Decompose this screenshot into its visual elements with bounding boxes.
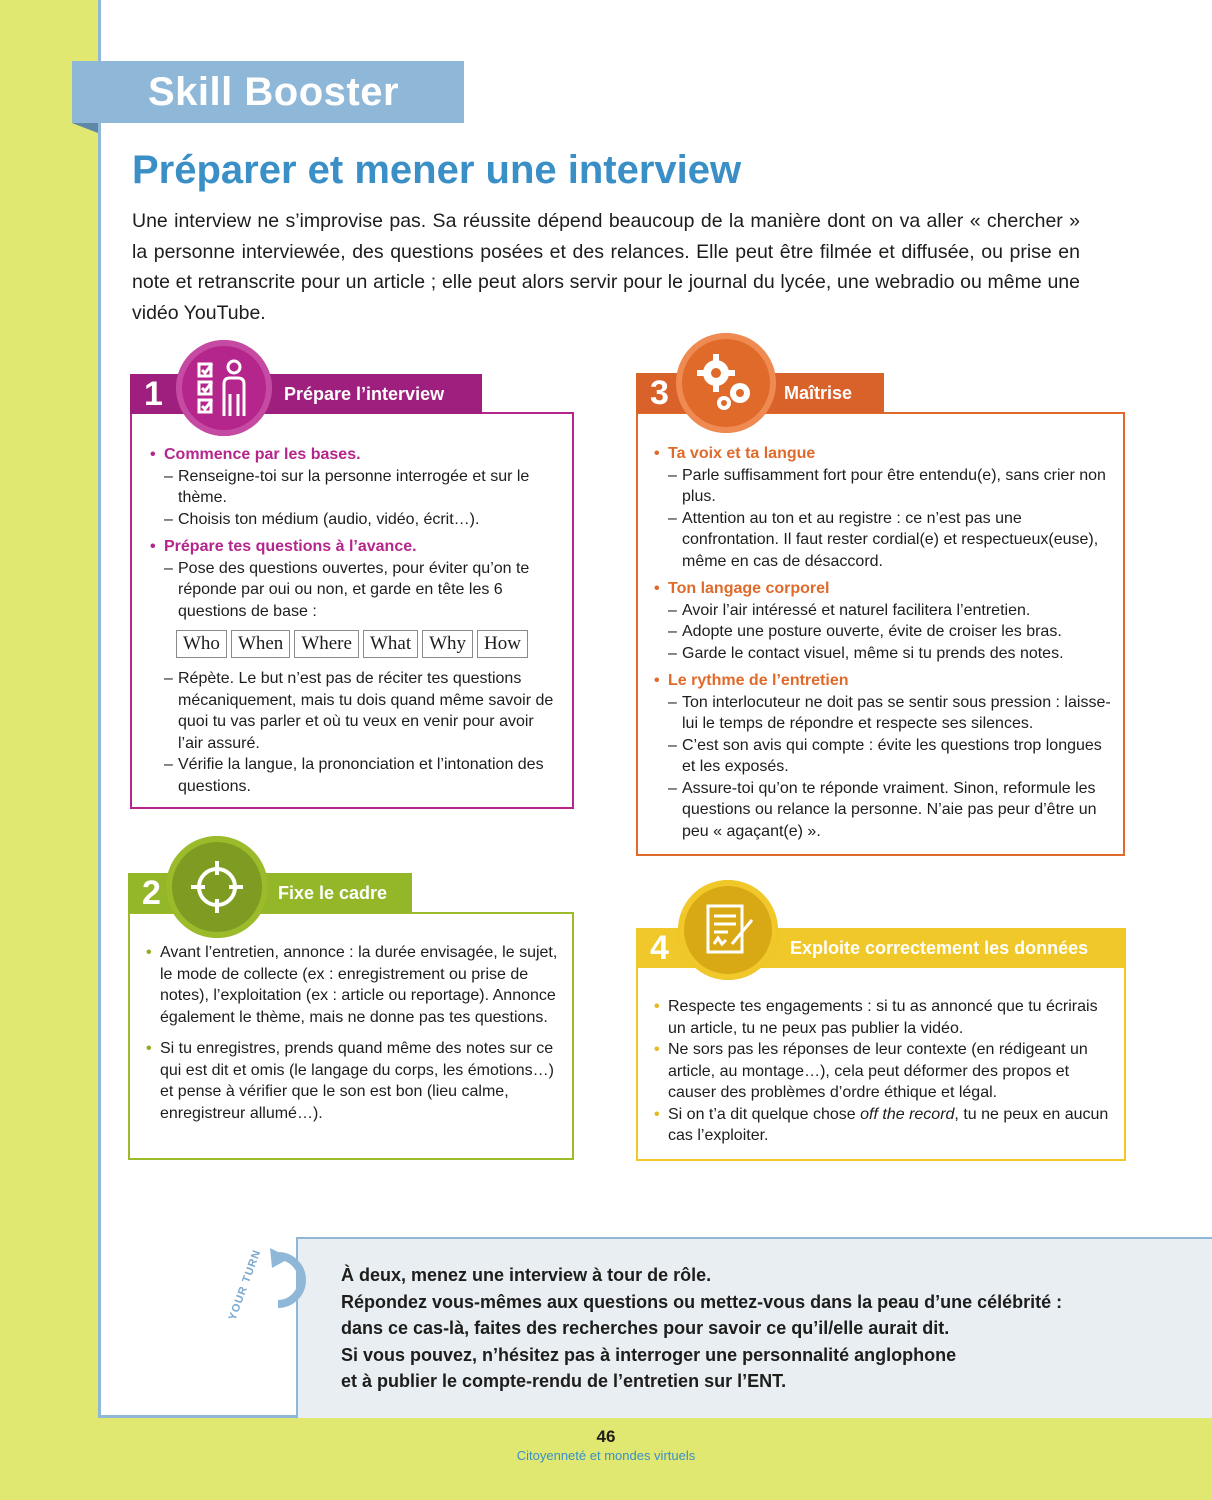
list-item: • Avant l’entretien, annonce : la durée envisagée, le sujet, le mode de collecte (ex : enregistrement ou prise de notes), l’exploitation (ex : article ou reportage). Annonce également le thème, mais ne donne pas tes questions. bbox=[146, 944, 558, 1026]
page-title: Préparer et mener une interview bbox=[132, 148, 742, 192]
list-item: – Attention au ton et au registre : ce n’est pas une confrontation. Il faut rester cordial(e) et respectueux(euse), même en cas de désaccord. bbox=[668, 509, 1099, 570]
list-item: • Commence par les bases. bbox=[150, 446, 361, 463]
question-word: Where bbox=[294, 630, 359, 658]
list-item: – Vérifie la langue, la prononciation et l’intonation des questions. bbox=[164, 756, 544, 795]
list-item: – Pose des questions ouvertes, pour éviter qu’on te réponde par oui ou non, et garde en tête les 6 questions de base : bbox=[164, 559, 530, 620]
question-word: What bbox=[363, 630, 418, 658]
list-item: • Respecte tes engagements : si tu as annoncé que tu écrirais un article, tu ne peux pas publier la vidéo. bbox=[654, 998, 1098, 1037]
card-number: 3 bbox=[650, 374, 669, 412]
list-item: • Si tu enregistres, prends quand même des notes sur ce qui est dit et omis (le langage du corps, les émotions…) et pense à vérifier que le son est bon (lieu calme, enregistreur allumé…). bbox=[146, 1040, 554, 1122]
card-exploite-body bbox=[654, 996, 1114, 1147]
your-turn-arrow-icon bbox=[256, 1248, 320, 1312]
list-item: • Si on t’a dit quelque chose off the record, tu ne peux en aucun cas l’exploiter. bbox=[654, 1105, 1109, 1144]
card-prepare-body bbox=[150, 444, 560, 797]
your-turn-label: YOUR TURN bbox=[226, 1247, 264, 1322]
card-title: Fixe le cadre bbox=[278, 883, 388, 903]
list-item: – Adopte une posture ouverte, évite de croiser les bras. bbox=[668, 623, 1062, 640]
list-item: – Garde le contact visuel, même si tu prends des notes. bbox=[668, 644, 1064, 662]
question-word: When bbox=[231, 630, 290, 658]
list-item: • Prépare tes questions à l’avance. bbox=[150, 538, 417, 555]
list-item: – Renseigne-toi sur la personne interrogée et sur le thème. bbox=[164, 467, 530, 506]
list-item: – Avoir l’air intéressé et naturel facilitera l’entretien. bbox=[668, 601, 1031, 619]
card-number: 1 bbox=[144, 375, 163, 413]
list-item: • Ton langage corporel bbox=[654, 580, 830, 597]
list-item: • Ta voix et ta langue bbox=[654, 445, 816, 462]
your-turn-text: À deux, menez une interview à tour de rôle. Répondez vous-mêmes aux questions ou mettez-vous dans la peau d’une célébrité : dans ce cas-là, faites des recherches pour savoir ce qu’il/elle aurait dit. Si vous pouvez, n’hésitez pas à interroger une personnalité anglophone et à publier le compte-rendu de l’entretien sur l’ENT. bbox=[341, 1265, 1063, 1391]
list-item: – C’est son avis qui compte : évite les questions trop longues et les exposés. bbox=[668, 736, 1102, 775]
list-item: • Le rythme de l’entretien bbox=[654, 672, 849, 689]
gears-icon bbox=[676, 333, 776, 433]
section-name: Citoyenneté et mondes virtuels bbox=[516, 1448, 696, 1463]
card-title: Exploite correctement les données bbox=[790, 938, 1089, 958]
question-words bbox=[176, 630, 560, 658]
card-number: 4 bbox=[650, 929, 669, 967]
list-item: • Ne sors pas les réponses de leur contexte (en rédigeant un article, au montage…), cela peut déformer des propos et causer des problèmes d’ordre éthique et légal. bbox=[654, 1041, 1088, 1101]
page-number: 46 bbox=[596, 1427, 616, 1446]
banner-title: Skill Booster bbox=[148, 70, 400, 114]
intro-paragraph: Une interview ne s’improvise pas. Sa réussite dépend beaucoup de la manière dont on va aller « chercher » la personne interviewée, des questions posées et des relances. Elle peut être filmée et diffusée, ou prise en note et retranscrite pour un article ; elle peut alors servir pour le journal du lycée, une webradio ou même une vidéo YouTube. bbox=[132, 210, 1080, 324]
card-cadre-body bbox=[146, 942, 562, 1124]
banner-fold bbox=[72, 123, 98, 133]
list-item: – Parle suffisamment fort pour être entendu(e), sans crier non plus. bbox=[668, 466, 1106, 505]
card-title: Prépare l’interview bbox=[284, 384, 445, 404]
list-item: – Choisis ton médium (audio, vidéo, écrit…). bbox=[164, 510, 480, 528]
question-word: How bbox=[477, 630, 528, 658]
card-number: 2 bbox=[142, 874, 161, 912]
list-item: – Assure-toi qu’on te réponde vraiment. Sinon, reformule les questions ou relance la personne. N’aie pas peur d’être un peu « agaçant(e) ». bbox=[668, 779, 1097, 840]
question-word: Why bbox=[422, 630, 473, 658]
question-word: Who bbox=[176, 630, 227, 658]
list-item: – Ton interlocuteur ne doit pas se sentir sous pression : laisse-lui le temps de répondre et respecte ses silences. bbox=[668, 693, 1111, 732]
document-pen-icon bbox=[678, 880, 778, 980]
checklist-person-icon bbox=[176, 340, 272, 436]
card-title: Maîtrise bbox=[784, 383, 853, 403]
card-maitrise-body bbox=[654, 443, 1114, 842]
list-item: – Répète. Le but n’est pas de réciter tes questions mécaniquement, mais tu dois quand même savoir de quoi tu vas parler et où tu veux en venir pour avoir l’air assuré. bbox=[164, 670, 554, 752]
target-crosshair-icon bbox=[166, 836, 268, 938]
